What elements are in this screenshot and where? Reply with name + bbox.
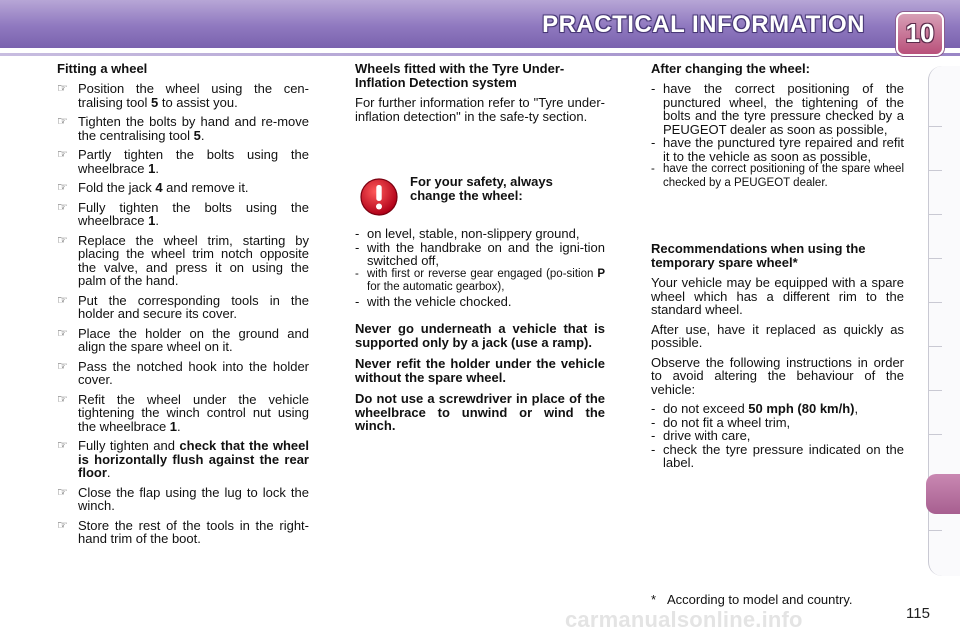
- step-emphasis: 5: [193, 127, 201, 143]
- step-emphasis: 1: [148, 160, 156, 176]
- footnote-text: According to model and country.: [667, 592, 853, 607]
- pointing-hand-icon: ☞: [57, 199, 68, 214]
- spare-wheel-para-1: Your vehicle may be equipped with a spare wheel which has a different rim to the standard wheel.: [651, 275, 904, 317]
- safety-note: Do not use a screwdriver in place of the wheelbrace to unwind or wind the winch.: [355, 391, 605, 433]
- dash-bullet: -: [651, 81, 656, 96]
- fitting-step: [57, 115, 309, 142]
- rule-text-end: ,: [854, 401, 859, 416]
- pointing-hand-icon: ☞: [57, 292, 68, 307]
- dash-bullet: -: [355, 267, 359, 280]
- watermark: carmanualsonline.info: [565, 607, 803, 632]
- step-text: Partly tighten the bolts using the wheelbrace: [78, 147, 309, 176]
- fitting-wheel-column: [57, 62, 309, 552]
- spare-wheel-para-3: Observe the following instructions in order to avoid altering the behaviour of the vehicle:: [651, 354, 904, 397]
- safety-note: Never go underneath a vehicle that is supported only by a jack (use a ramp).: [355, 321, 605, 350]
- page-title: PRACTICAL INFORMATION: [542, 11, 865, 38]
- step-text: Close the flap using the lug to lock the winch.: [78, 484, 309, 513]
- spare-wheel-heading: Recommendations when using the temporary spare wheel*: [651, 241, 866, 270]
- safety-warning-title: For your safety, always change the wheel:: [410, 174, 553, 203]
- fitting-step: [57, 327, 309, 354]
- footnote: [651, 592, 852, 607]
- tyre-detection-column: [355, 62, 605, 441]
- header-line: [0, 53, 960, 56]
- rule-emphasis: 50 mph (80 km/h): [748, 401, 855, 416]
- pointing-hand-icon: ☞: [57, 391, 68, 406]
- after-change-item: [651, 163, 904, 190]
- pointing-hand-icon: ☞: [57, 358, 68, 373]
- fitting-step: [57, 201, 309, 228]
- footnote-star: *: [651, 592, 657, 607]
- step-text-end: .: [155, 213, 159, 228]
- fitting-steps-list: [57, 82, 309, 546]
- after-change-item: [651, 82, 904, 136]
- pointing-hand-icon: ☞: [57, 517, 68, 532]
- fitting-step: [57, 294, 309, 321]
- step-text: Fully tighten and: [78, 438, 180, 453]
- dash-bullet: -: [355, 226, 360, 241]
- spare-wheel-rule: [651, 402, 904, 416]
- chapter-tab-divider: [928, 390, 942, 391]
- dash-bullet: -: [355, 239, 360, 255]
- dash-bullet: -: [651, 163, 655, 175]
- step-text: Tighten the bolts by hand and re-move the centralising tool: [78, 114, 309, 143]
- pointing-hand-icon: ☞: [57, 114, 68, 128]
- fitting-step: [57, 360, 309, 387]
- fitting-step: [57, 234, 309, 288]
- spare-wheel-para-2: After use, have it replaced as quickly as possible.: [651, 321, 904, 350]
- dash-bullet: -: [651, 135, 656, 150]
- safety-notes: [355, 322, 605, 433]
- spare-wheel-rule: [651, 429, 904, 443]
- step-text-end: .: [106, 465, 111, 480]
- condition-text: with first or reverse gear engaged (po-sition: [367, 267, 598, 280]
- after-change-list: [651, 82, 904, 190]
- after-change-text: have the punctured tyre repaired and refit it to the vehicle as soon as possible,: [663, 135, 904, 164]
- chapter-tab-divider: [928, 302, 942, 303]
- spare-wheel-rules-list: [651, 402, 904, 470]
- chapter-tab-active[interactable]: [926, 474, 960, 514]
- step-text-end: .: [200, 127, 205, 143]
- after-change-column: [651, 62, 904, 470]
- step-text-end: and remove it.: [162, 180, 249, 195]
- step-text: Position the wheel using the cen-tralising tool: [78, 81, 309, 110]
- dash-bullet: -: [355, 293, 360, 309]
- fitting-step: [57, 82, 309, 109]
- condition-text: with the vehicle chocked.: [367, 293, 512, 309]
- chapter-tab-divider: [928, 214, 942, 215]
- step-emphasis: 1: [148, 213, 156, 228]
- fitting-step: [57, 148, 309, 175]
- exclamation-warning-icon: [359, 177, 399, 217]
- tyre-detection-intro: For further information refer to "Tyre under-inflation detection" in the safe-ty section.: [355, 95, 605, 124]
- step-text-end: .: [155, 160, 159, 176]
- pointing-hand-icon: ☞: [57, 438, 68, 452]
- dash-bullet: -: [651, 401, 656, 416]
- chapter-tab-divider: [928, 530, 942, 531]
- chapter-number: 10: [905, 18, 935, 48]
- fitting-wheel-heading: Fitting a wheel: [57, 61, 148, 76]
- condition-text: on level, stable, non-slippery ground,: [367, 226, 580, 241]
- tyre-detection-heading: Wheels fitted with the Tyre Under-Inflation Detection system: [355, 61, 565, 90]
- step-text: Pass the notched hook into the holder cover.: [78, 358, 309, 387]
- pointing-hand-icon: ☞: [57, 325, 68, 340]
- fitting-step: [57, 439, 309, 480]
- pointing-hand-icon: ☞: [57, 484, 68, 499]
- safety-note: Never refit the holder under the vehicle without the spare wheel.: [355, 356, 605, 385]
- step-text-end: .: [177, 418, 181, 434]
- page-number: 115: [906, 605, 930, 622]
- spare-wheel-rule: [651, 416, 904, 430]
- pointing-hand-icon: ☞: [57, 232, 68, 247]
- safety-warning: [355, 175, 605, 227]
- step-emphasis: 1: [169, 418, 178, 434]
- rule-text: check the tyre pressure indicated on the label.: [663, 441, 904, 470]
- fitting-step: [57, 519, 309, 546]
- rule-text: drive with care,: [663, 428, 751, 443]
- dash-bullet: -: [651, 414, 656, 430]
- safety-condition: [355, 268, 605, 295]
- fitting-step: [57, 181, 309, 195]
- safety-condition: [355, 295, 605, 309]
- dash-bullet: -: [651, 441, 656, 457]
- spare-wheel-rule: [651, 443, 904, 470]
- condition-text: with the handbrake on and the igni-tion switched off,: [367, 239, 605, 268]
- safety-conditions-list: [355, 227, 605, 308]
- step-text: Place the holder on the ground and align the spare wheel on it.: [78, 325, 309, 354]
- fitting-step: [57, 486, 309, 513]
- after-change-text: have the correct positioning of the punctured wheel, the tightening of the bolts and the tyre pressure checked by a PEUGEOT dealer as soon as possible,: [663, 81, 904, 137]
- fitting-step: [57, 393, 309, 434]
- step-text: Store the rest of the tools in the right-hand trim of the boot.: [78, 517, 309, 546]
- step-emphasis: check that the wheel is horizontally flush against the rear floor: [78, 438, 309, 480]
- chapter-tab-divider: [928, 126, 942, 127]
- safety-condition: [355, 241, 605, 268]
- rule-text: do not fit a wheel trim,: [663, 414, 791, 430]
- rule-text: do not exceed: [663, 401, 749, 416]
- condition-emphasis: P: [597, 267, 605, 280]
- pointing-hand-icon: ☞: [57, 81, 68, 95]
- pointing-hand-icon: ☞: [57, 147, 68, 161]
- chapter-tab-divider: [928, 258, 942, 259]
- chapter-tab-divider: [928, 170, 942, 171]
- safety-condition: [355, 227, 605, 241]
- dash-bullet: -: [651, 428, 656, 443]
- pointing-hand-icon: ☞: [57, 180, 68, 194]
- step-text: Put the corresponding tools in the holder and secure its cover.: [78, 292, 309, 321]
- condition-text-end: for the automatic gearbox),: [367, 281, 505, 293]
- step-text: Fold the jack: [78, 180, 156, 195]
- step-text: Replace the wheel trim, starting by placing the wheel trim notch opposite the valve, and press it on using the palm of the hand.: [78, 232, 309, 288]
- chapter-tab-divider: [928, 434, 942, 435]
- after-change-heading: After changing the wheel:: [651, 61, 810, 76]
- after-change-item: [651, 136, 904, 163]
- step-text: Refit the wheel under the vehicle tightening the winch control nut using the wheelbrace: [78, 391, 309, 434]
- after-change-text: have the correct positioning of the spare wheel checked by a PEUGEOT dealer.: [663, 163, 904, 189]
- chapter-tab-divider: [928, 346, 942, 347]
- chapter-badge: [896, 12, 944, 56]
- step-text: Fully tighten the bolts using the wheelbrace: [78, 199, 309, 228]
- step-emphasis: 5: [150, 94, 159, 110]
- step-text-end: to assist you.: [158, 94, 238, 110]
- step-emphasis: 4: [155, 180, 163, 195]
